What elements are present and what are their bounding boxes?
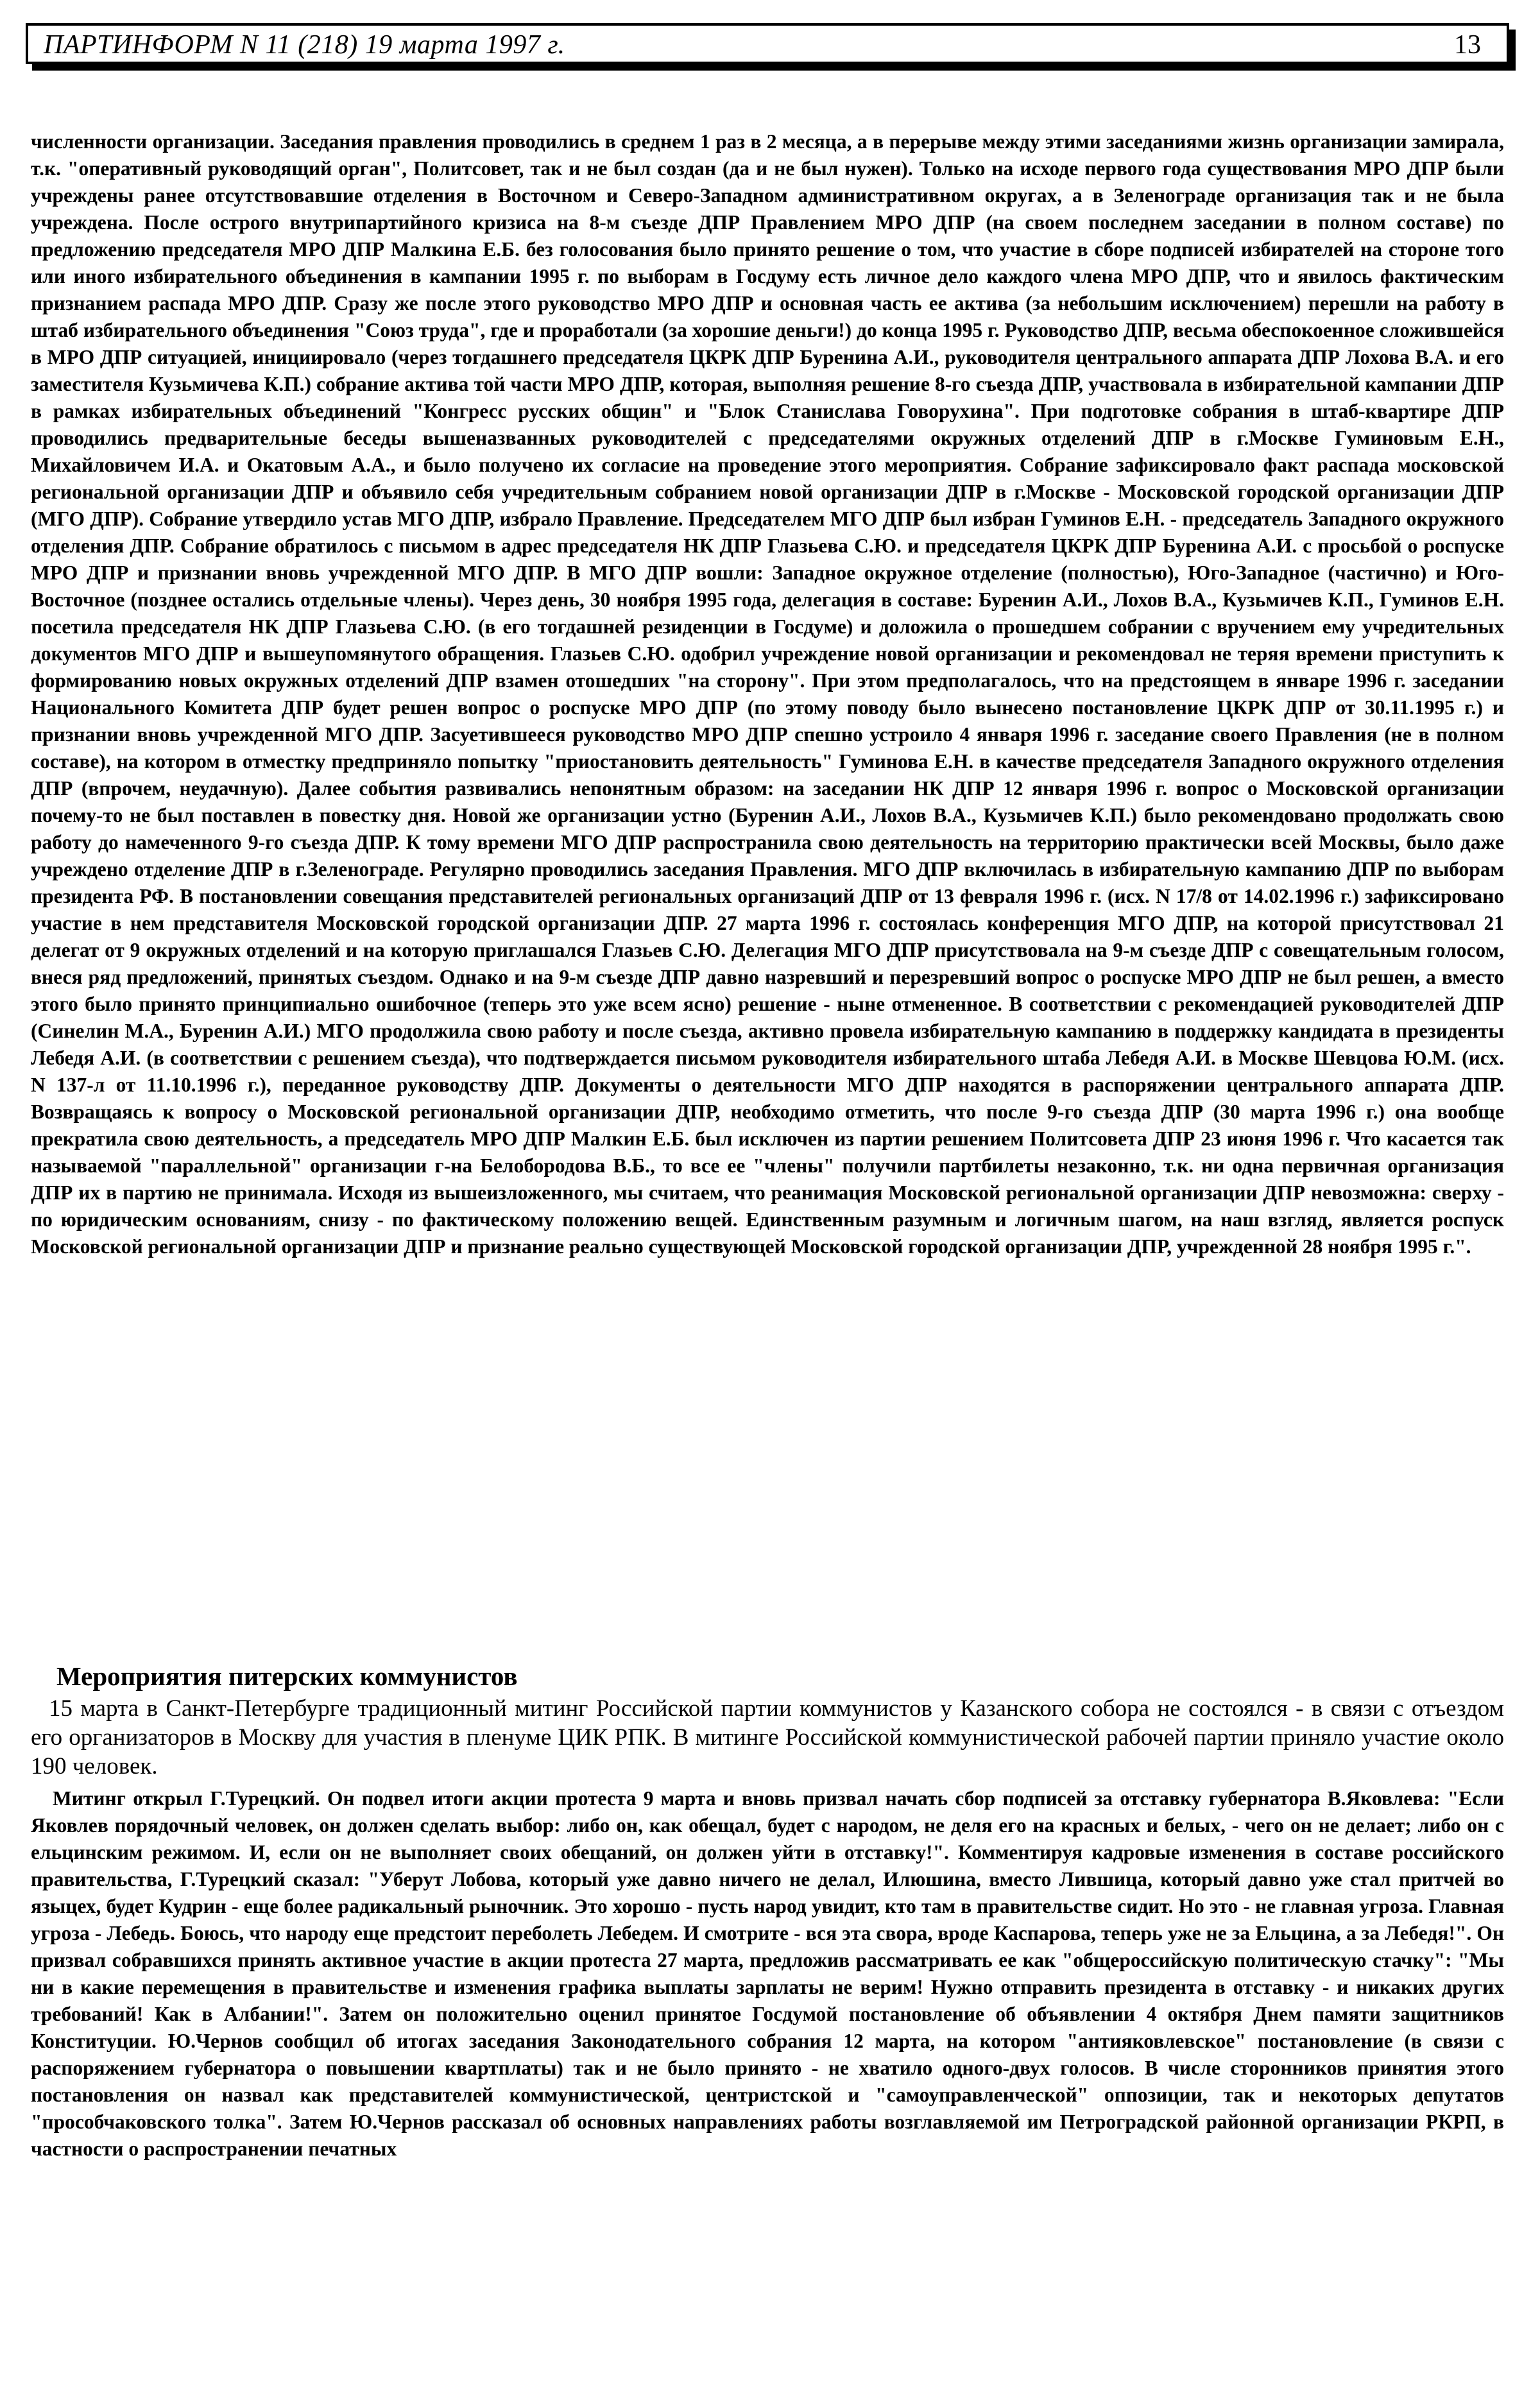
article-lead: 15 марта в Санкт-Петербурге традиционный митинг Российской партии коммунистов у Казанского собора не состоялся - в связи с отъездом его организаторов в Москву для участия в пленуме ЦИК РПК. В митинге Российской коммунистической рабочей партии приняло участие около 190 человек. bbox=[31, 1695, 1504, 1779]
publication-title: ПАРТИНФОРМ N 11 (218) 19 марта 1997 г. bbox=[44, 30, 565, 60]
page-header bbox=[26, 23, 1509, 64]
article-continued bbox=[31, 128, 1504, 1260]
article-paragraph: численности организации. Заседания правления проводились в среднем 1 раз в 2 месяца, а в перерыве между этими заседаниями жизнь организации замирала, т.к. "оперативный руководящий орган", Политсовет, так и не был создан (да и не был нужен). Только на исходе первого года существования МРО ДПР были учреждены ранее отсутствовавшие отделения в Восточном и Северо-Западном административном округах, а в Зеленограде организация так и не была учреждена. После острого внутрипартийного кризиса на 8-м съезде ДПР Правлением МРО ДПР (на своем последнем заседании в полном составе) по предложению председателя МРО ДПР Малкина Е.Б. без голосования было принято решение о том, что участие в сборе подписей избирателей на стороне того или иного избирательного объединения в кампании 1995 г. по выборам в Госдуму есть личное дело каждого члена МРО ДПР, что и явилось фактическим признанием распада МРО ДПР. Сразу же после этого руководство МРО ДПР и основная часть ее актива (за небольшим исключением) перешли на работу в штаб избирательного объединения "Союз труда", где и проработали (за хорошие деньги!) до конца 1995 г. Руководство ДПР, весьма обеспокоенное сложившейся в МРО ДПР ситуацией, инициировало (через тогдашнего председателя ЦКРК ДПР Буренина А.И., руководителя центрального аппарата ДПР Лохова В.А. и его заместителя Кузьмичева К.П.) собрание актива той части МРО ДПР, которая, выполняя решение 8-го съезда ДПР, участвовала в избирательной кампании ДПР в рамках избирательных объединений "Конгресс русских общин" и "Блок Станислава Говорухина". При подготовке собрания в штаб-квартире ДПР проводились предварительные беседы вышеназванных руководителей с председателями окружных отделений ДПР в г.Москве Гуминовым Е.Н., Михайловичем И.А. и Окатовым А.А., и было получено их согласие на проведение этого мероприятия. Собрание зафиксировало факт распада московской региональной организации ДПР и объявило себя учредительным собранием новой организации ДПР в г.Москве - Московской городской организации ДПР (МГО ДПР). Собрание утвердило устав МГО ДПР, избрало Правление. Председателем МГО ДПР был избран Гуминов Е.Н. - председатель Западного окружного отделения ДПР. Собрание обратилось с письмом в адрес председателя НК ДПР Глазьева С.Ю. и председателя ЦКРК ДПР Буренина А.И. с просьбой о роспуске МРО ДПР и признании вновь учрежденной МГО ДПР. В МГО ДПР вошли: Западное окружное отделение (полностью), Юго-Западное (частично) и Юго-Восточное (позднее остались отдельные члены). Через день, 30 ноября 1995 года, делегация в составе: Буренин А.И., Лохов В.А., Кузьмичев К.П., Гуминов Е.Н. посетила председателя НК ДПР Глазьева С.Ю. (в его тогдашней резиденции в Госдуме) и доложила о прошедшем собрании с вручением ему учредительных документов МГО ДПР и вышеупомянутого обращения. Глазьев С.Ю. одобрил учреждение новой организации и рекомендовал не теряя времени приступить к формированию новых окружных отделений ДПР взамен отошедших "на сторону". При этом предполагалось, что на предстоящем в январе 1996 г. заседании Национального Комитета ДПР будет решен вопрос о роспуске МРО ДПР (по этому поводу было вынесено постановление ЦКРК ДПР от 30.11.1995 г.) и признании вновь учрежденной МГО ДПР. Засуетившееся руководство МРО ДПР спешно устроило 4 января 1996 г. заседание своего Правления (не в полном составе), на котором в отместку предприняло попытку "приостановить деятельность" Гуминова Е.Н. в качестве председателя Западного окружного отделения ДПР (впрочем, неудачную). Далее события развивались непонятным образом: на заседании НК ДПР 12 января 1996 г. вопрос о Московской организации почему-то не был поставлен в повестку дня. Новой же организации устно (Буренин А.И., Лохов В.А., Кузьмичев К.П.) было рекомендовано продолжать свою работу до намеченного 9-го съезда ДПР. К тому времени МГО ДПР распространила свою деятельность на территорию практически всей Москвы, было даже учреждено отделение ДПР в г.Зеленограде. Регулярно проводились заседания Правления. МГО ДПР включилась в избирательную кампанию ДПР по выборам президента РФ. В постановлении совещания представителей региональных организаций ДПР от 13 февраля 1996 г. (исх. N 17/8 от 14.02.1996 г.) зафиксировано участие в нем представителя Московской городской организации ДПР. 27 марта 1996 г. состоялась конференция МГО ДПР, на которой присутствовал 21 делегат от 9 окружных отделений и на которую приглашался Глазьев С.Ю. Делегация МГО ДПР присутствовала на 9-м съезде ДПР с совещательным голосом, внеся ряд предложений, принятых съездом. Однако и на 9-м съезде ДПР давно назревший и перезревший вопрос о роспуске МРО ДПР не был решен, а вместо этого было принято принципиально ошибочное (теперь это уже всем ясно) решение - ныне отмененное. В соответствии с рекомендацией руководителей ДПР (Синелин М.А., Буренин А.И.) МГО продолжила свою работу и после съезда, активно провела избирательную кампанию в поддержку кандидата в президенты Лебедя А.И. (в соответствии с решением съезда), что подтверждается письмом руководителя избирательного штаба Лебедя А.И. в Москве Шевцова Ю.М. (исх. N 137-л от 11.10.1996 г.), переданное руководству ДПР. Документы о деятельности МГО ДПР находятся в распоряжении центрального аппарата ДПР. Возвращаясь к вопросу о Московской региональной организации ДПР, необходимо отметить, что после 9-го съезда ДПР (30 марта 1996 г.) она вообще прекратила свою деятельность, а председатель МРО ДПР Малкин Е.Б. был исключен из партии решением Политсовета ДПР 23 июня 1996 г. Что касается так называемой "параллельной" организации г-на Белобородова В.Б., то все ее "члены" получили партбилеты незаконно, т.к. ни одна первичная организация ДПР их в партию не принимала. Исходя из вышеизложенного, мы считаем, что реанимация Московской региональной организации ДПР невозможна: сверху - по юридическим основаниям, снизу - по фактическому положению вещей. Единственным разумным и логичным шагом, на наш взгляд, является роспуск Московской региональной организации ДПР и признание реально существующей Московской городской организации ДПР, учрежденной 28 ноября 1995 г.". bbox=[31, 130, 1504, 1258]
article-body bbox=[31, 1785, 1504, 2163]
article-heading: Мероприятия питерских коммунистов bbox=[56, 1661, 518, 1691]
page-number: 13 bbox=[1454, 30, 1481, 60]
article-paragraph: Митинг открыл Г.Турецкий. Он подвел итоги акции протеста 9 марта и вновь призвал начать сбор подписей за отставку губернатора В.Яковлева: "Если Яковлев порядочный человек, он должен сделать выбор: либо он, как обещал, будет с народом, не деля его на красных и белых, - чего он не делает; либо он с ельцинским режимом. И, если он не выполняет своих обещаний, он должен уйти в отставку!". Комментируя кадровые изменения в составе российского правительства, Г.Турецкий сказал: "Уберут Лобова, который уже давно ничего не делал, Илюшина, вместо Лившица, который давно уже стал притчей во языцех, будет Кудрин - еще более радикальный рыночник. Это хорошо - пусть народ увидит, кто там в правительстве сидит. Но это - не главная угроза. Главная угроза - Лебедь. Боюсь, что народу еще предстоит переболеть Лебедем. И смотрите - вся эта свора, вроде Каспарова, теперь уже не за Ельцина, а за Лебедя!". Он призвал собравшихся принять активное участие в акции протеста 27 марта, предложив рассматривать ее как "общероссийскую политическую стачку": "Мы ни в какие перемещения в правительстве и изменения графика выплаты зарплаты не верим! Нужно отправить президента в отставку - и никаких других требований! Как в Албании!". Затем он положительно оценил принятое Госдумой постановление об объявлении 4 октября Днем памяти защитников Конституции. Ю.Чернов сообщил об итогах заседания Законодательного собрания 12 марта, на котором "антияковлевское" постановление (в связи с распоряжением губернатора о повышении квартплаты) так и не было принято - не хватило одного-двух голосов. В числе сторонников принятия этого постановления он назвал как представителей коммунистической, центристской и "самоуправленческой" оппозиции, так и некоторых депутатов "прособчаковского толка". Затем Ю.Чернов рассказал об основных направлениях работы возглавляемой им Петроградской районной организации РКРП, в частности о распространении печатных bbox=[31, 1787, 1504, 2160]
